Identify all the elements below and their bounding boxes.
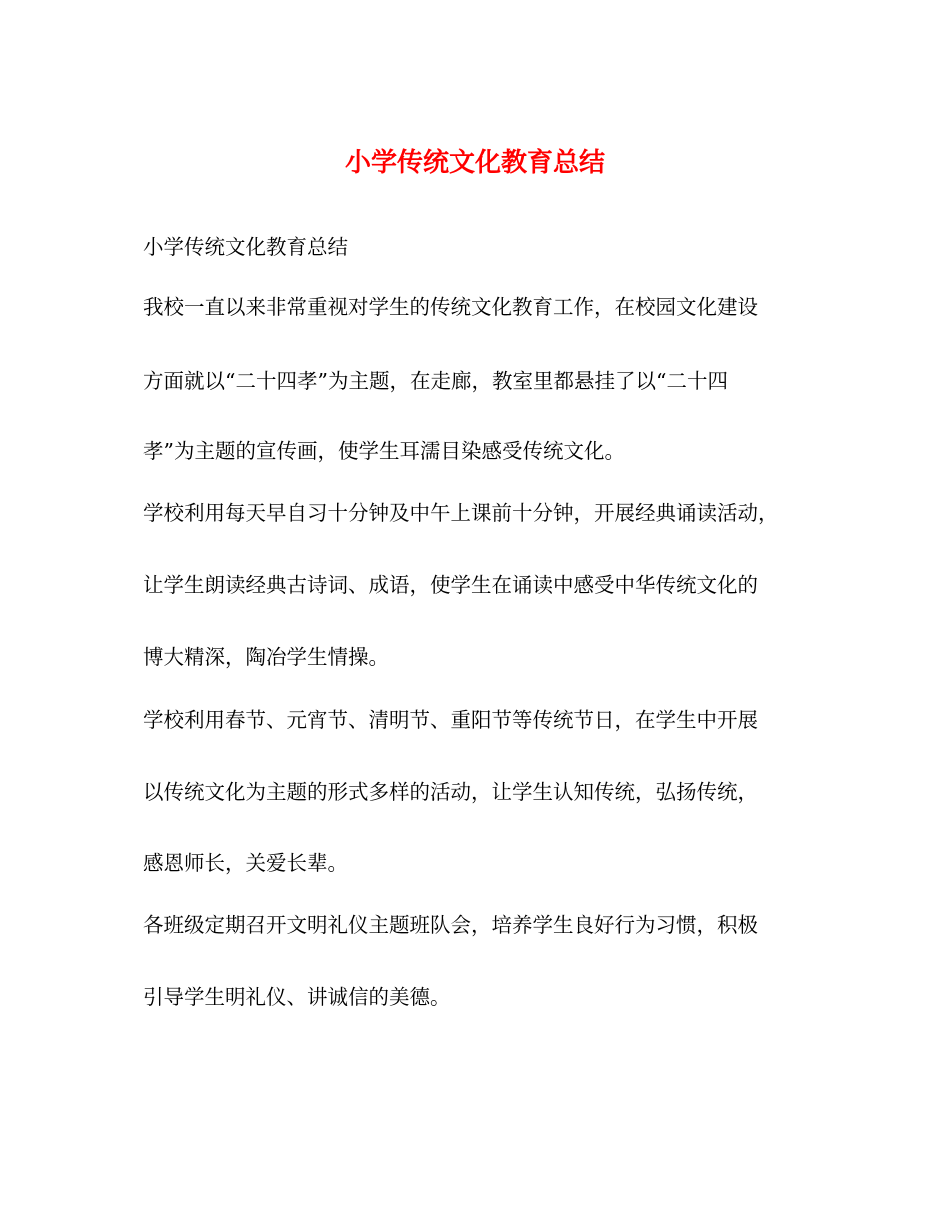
paragraph-line: 学校利用春节、元宵节、清明节、重阳节等传统节日，在学生中开展 (143, 708, 758, 732)
paragraph-line: 我校一直以来非常重视对学生的传统文化教育工作，在校园文化建设 (143, 295, 758, 319)
document-subtitle: 小学传统文化教育总结 (143, 235, 348, 259)
paragraph-line: 引导学生明礼仪、讲诚信的美德。 (143, 985, 451, 1009)
paragraph-line: 让学生朗读经典古诗词、成语，使学生在诵读中感受中华传统文化的 (143, 573, 758, 597)
paragraph-line: 感恩师长，关爱长辈。 (143, 851, 348, 875)
paragraph-line: 孝”为主题的宣传画，使学生耳濡目染感受传统文化。 (143, 439, 625, 463)
paragraph-line: 博大精深，陶冶学生情操。 (143, 645, 389, 669)
document-title: 小学传统文化教育总结 (344, 148, 605, 178)
paragraph-line: 方面就以“二十四孝”为主题，在走廊，教室里都悬挂了以“二十四 (143, 369, 728, 393)
paragraph-line: 学校利用每天早自习十分钟及中午上课前十分钟，开展经典诵读活动， (143, 501, 779, 525)
paragraph-line: 以传统文化为主题的形式多样的活动，让学生认知传统，弘扬传统， (143, 780, 758, 804)
paragraph-line: 各班级定期召开文明礼仪主题班队会，培养学生良好行为习惯，积极 (143, 913, 758, 937)
